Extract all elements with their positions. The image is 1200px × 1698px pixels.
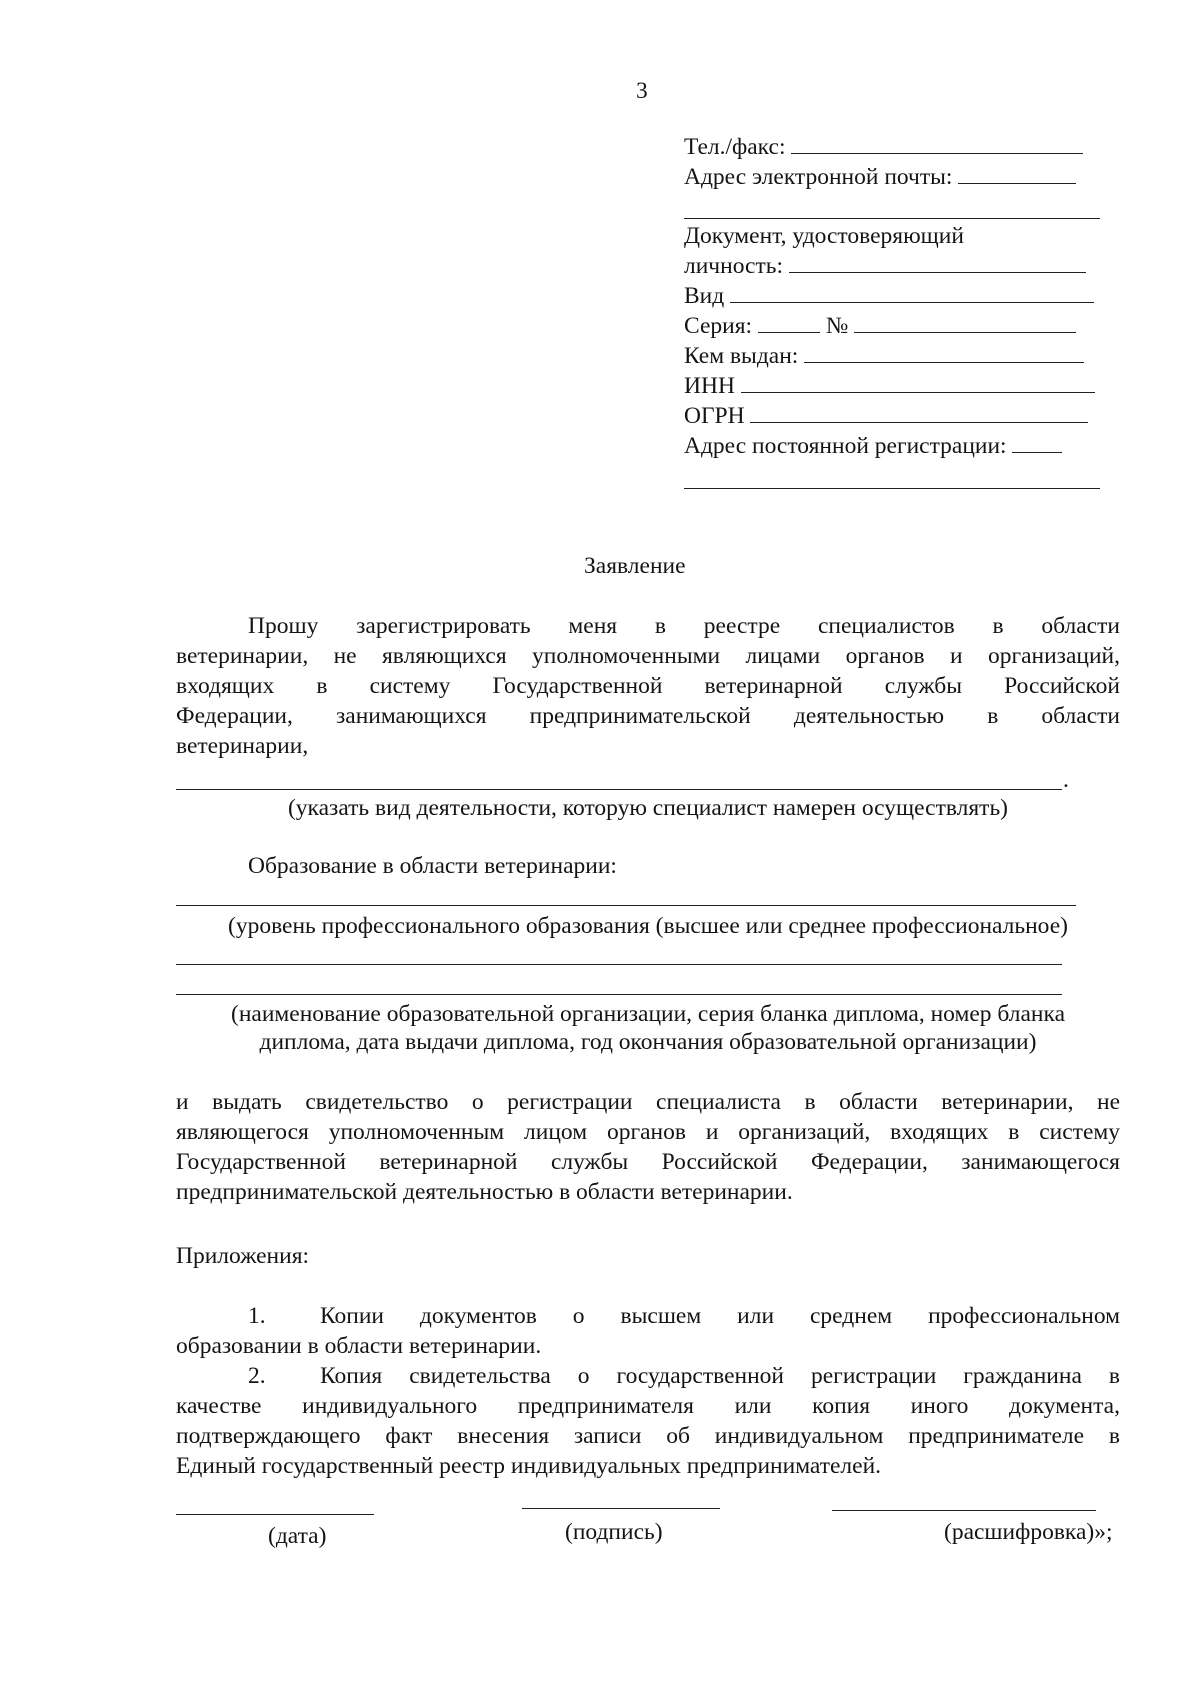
activity-line-end: . bbox=[1063, 767, 1069, 793]
email-continuation-line bbox=[684, 218, 1100, 219]
vid-label: Вид bbox=[684, 283, 725, 309]
word: в bbox=[654, 613, 666, 639]
address-blank bbox=[1012, 452, 1062, 453]
email-label: Адрес электронной почты: bbox=[684, 164, 953, 190]
document-title: Заявление bbox=[584, 553, 686, 579]
nomer-blank bbox=[854, 332, 1076, 333]
attachment-2-line-1: Копия свидетельства о государственной регистрации гражданина в bbox=[320, 1363, 1120, 1389]
ogrn-blank bbox=[750, 422, 1088, 423]
word: области bbox=[1041, 613, 1120, 639]
signature-line[interactable] bbox=[522, 1508, 720, 1509]
date-line[interactable] bbox=[176, 1514, 374, 1515]
word: меня bbox=[568, 613, 618, 639]
inn-label: ИНН bbox=[684, 373, 735, 399]
tel-fax-blank bbox=[791, 153, 1083, 154]
doc-label-line2: личность: bbox=[684, 253, 783, 279]
attachment-1-line-1: Копии документов о высшем или среднем профессиональном bbox=[320, 1303, 1120, 1329]
page-number: 3 bbox=[636, 78, 648, 104]
activity-caption: (указать вид деятельности, которую специалист намерен осуществлять) bbox=[287, 795, 1008, 821]
word: Прошу bbox=[248, 613, 319, 639]
attachments-label: Приложения: bbox=[176, 1243, 310, 1269]
signature-caption: (подпись) bbox=[565, 1519, 663, 1545]
education-level-line[interactable] bbox=[176, 905, 1076, 906]
address-continuation-line bbox=[684, 488, 1100, 489]
seria-nomer-field[interactable] bbox=[684, 312, 1076, 341]
attachment-1-line-2: образовании в области ветеринарии. bbox=[176, 1333, 542, 1359]
seria-blank bbox=[758, 332, 820, 333]
address-label: Адрес постоянной регистрации: bbox=[684, 433, 1007, 459]
certificate-line-1: и выдать свидетельство о регистрации специалиста в области ветеринарии, не bbox=[176, 1089, 1120, 1115]
attachment-2-line-4: Единый государственный реестр индивидуальных предпринимателей. bbox=[176, 1453, 882, 1479]
decoding-caption: (расшифровка)»; bbox=[944, 1519, 1113, 1545]
ogrn-label: ОГРН bbox=[684, 403, 745, 429]
inn-blank bbox=[741, 392, 1095, 393]
kem-vydan-label: Кем выдан: bbox=[684, 343, 799, 369]
request-line-3: входящих в систему Государственной ветеринарной службы Российской bbox=[176, 673, 1120, 699]
education-label: Образование в области ветеринарии: bbox=[248, 853, 617, 879]
request-line-2: ветеринарии, не являющихся уполномоченными лицами органов и организаций, bbox=[176, 643, 1120, 669]
word: реестре bbox=[703, 613, 781, 639]
email-field[interactable] bbox=[684, 163, 1076, 192]
date-caption: (дата) bbox=[268, 1523, 327, 1549]
attachment-2-line-2: качестве индивидуального предпринимателя или копия иного документа, bbox=[176, 1393, 1120, 1419]
tel-fax-label: Тел./факс: bbox=[684, 134, 786, 160]
word: в bbox=[992, 613, 1004, 639]
education-org-caption-1: (наименование образовательной организации, серия бланка диплома, номер бланка bbox=[231, 1001, 1065, 1027]
education-org-caption-2: диплома, дата выдачи диплома, год окончания образовательной организации) bbox=[259, 1029, 1037, 1055]
word: специалистов bbox=[817, 613, 955, 639]
vid-blank bbox=[730, 302, 1094, 303]
identity-doc-field[interactable] bbox=[684, 252, 1086, 281]
attachment-2-number: 2. bbox=[248, 1363, 266, 1389]
request-line-5: ветеринарии, bbox=[176, 733, 309, 759]
ogrn-field[interactable] bbox=[684, 402, 1088, 431]
identity-doc-blank bbox=[789, 272, 1086, 273]
decoding-line[interactable] bbox=[832, 1510, 1096, 1511]
activity-type-line[interactable] bbox=[176, 789, 1062, 790]
kem-vydan-field[interactable] bbox=[684, 342, 1084, 371]
education-org-line-1[interactable] bbox=[176, 964, 1062, 965]
education-org-line-2[interactable] bbox=[176, 994, 1062, 995]
kem-vydan-blank bbox=[804, 362, 1084, 363]
certificate-line-2: являющегося уполномоченным лицом органов и организаций, входящих в систему bbox=[176, 1119, 1120, 1145]
address-field[interactable] bbox=[684, 432, 1062, 461]
attachment-2-line-3: подтверждающего факт внесения записи об индивидуальном предпринимателе в bbox=[176, 1423, 1120, 1449]
certificate-line-4: предпринимательской деятельностью в области ветеринарии. bbox=[176, 1179, 793, 1205]
word: зарегистрировать bbox=[356, 613, 531, 639]
request-line-1 bbox=[248, 612, 1120, 641]
nomer-label: № bbox=[825, 313, 849, 339]
education-level-caption: (уровень профессионального образования (высшее или среднее профессиональное) bbox=[228, 913, 1068, 939]
seria-label: Серия: bbox=[684, 313, 753, 339]
attachment-1-number: 1. bbox=[248, 1303, 266, 1329]
email-blank bbox=[958, 183, 1076, 184]
vid-field[interactable] bbox=[684, 282, 1094, 311]
certificate-line-3: Государственной ветеринарной службы Российской Федерации, занимающегося bbox=[176, 1149, 1120, 1175]
tel-fax-field[interactable] bbox=[684, 133, 1083, 162]
doc-label-line1: Документ, удостоверяющий bbox=[684, 223, 964, 249]
request-line-4: Федерации, занимающихся предпринимательской деятельностью в области bbox=[176, 703, 1120, 729]
inn-field[interactable] bbox=[684, 372, 1095, 401]
